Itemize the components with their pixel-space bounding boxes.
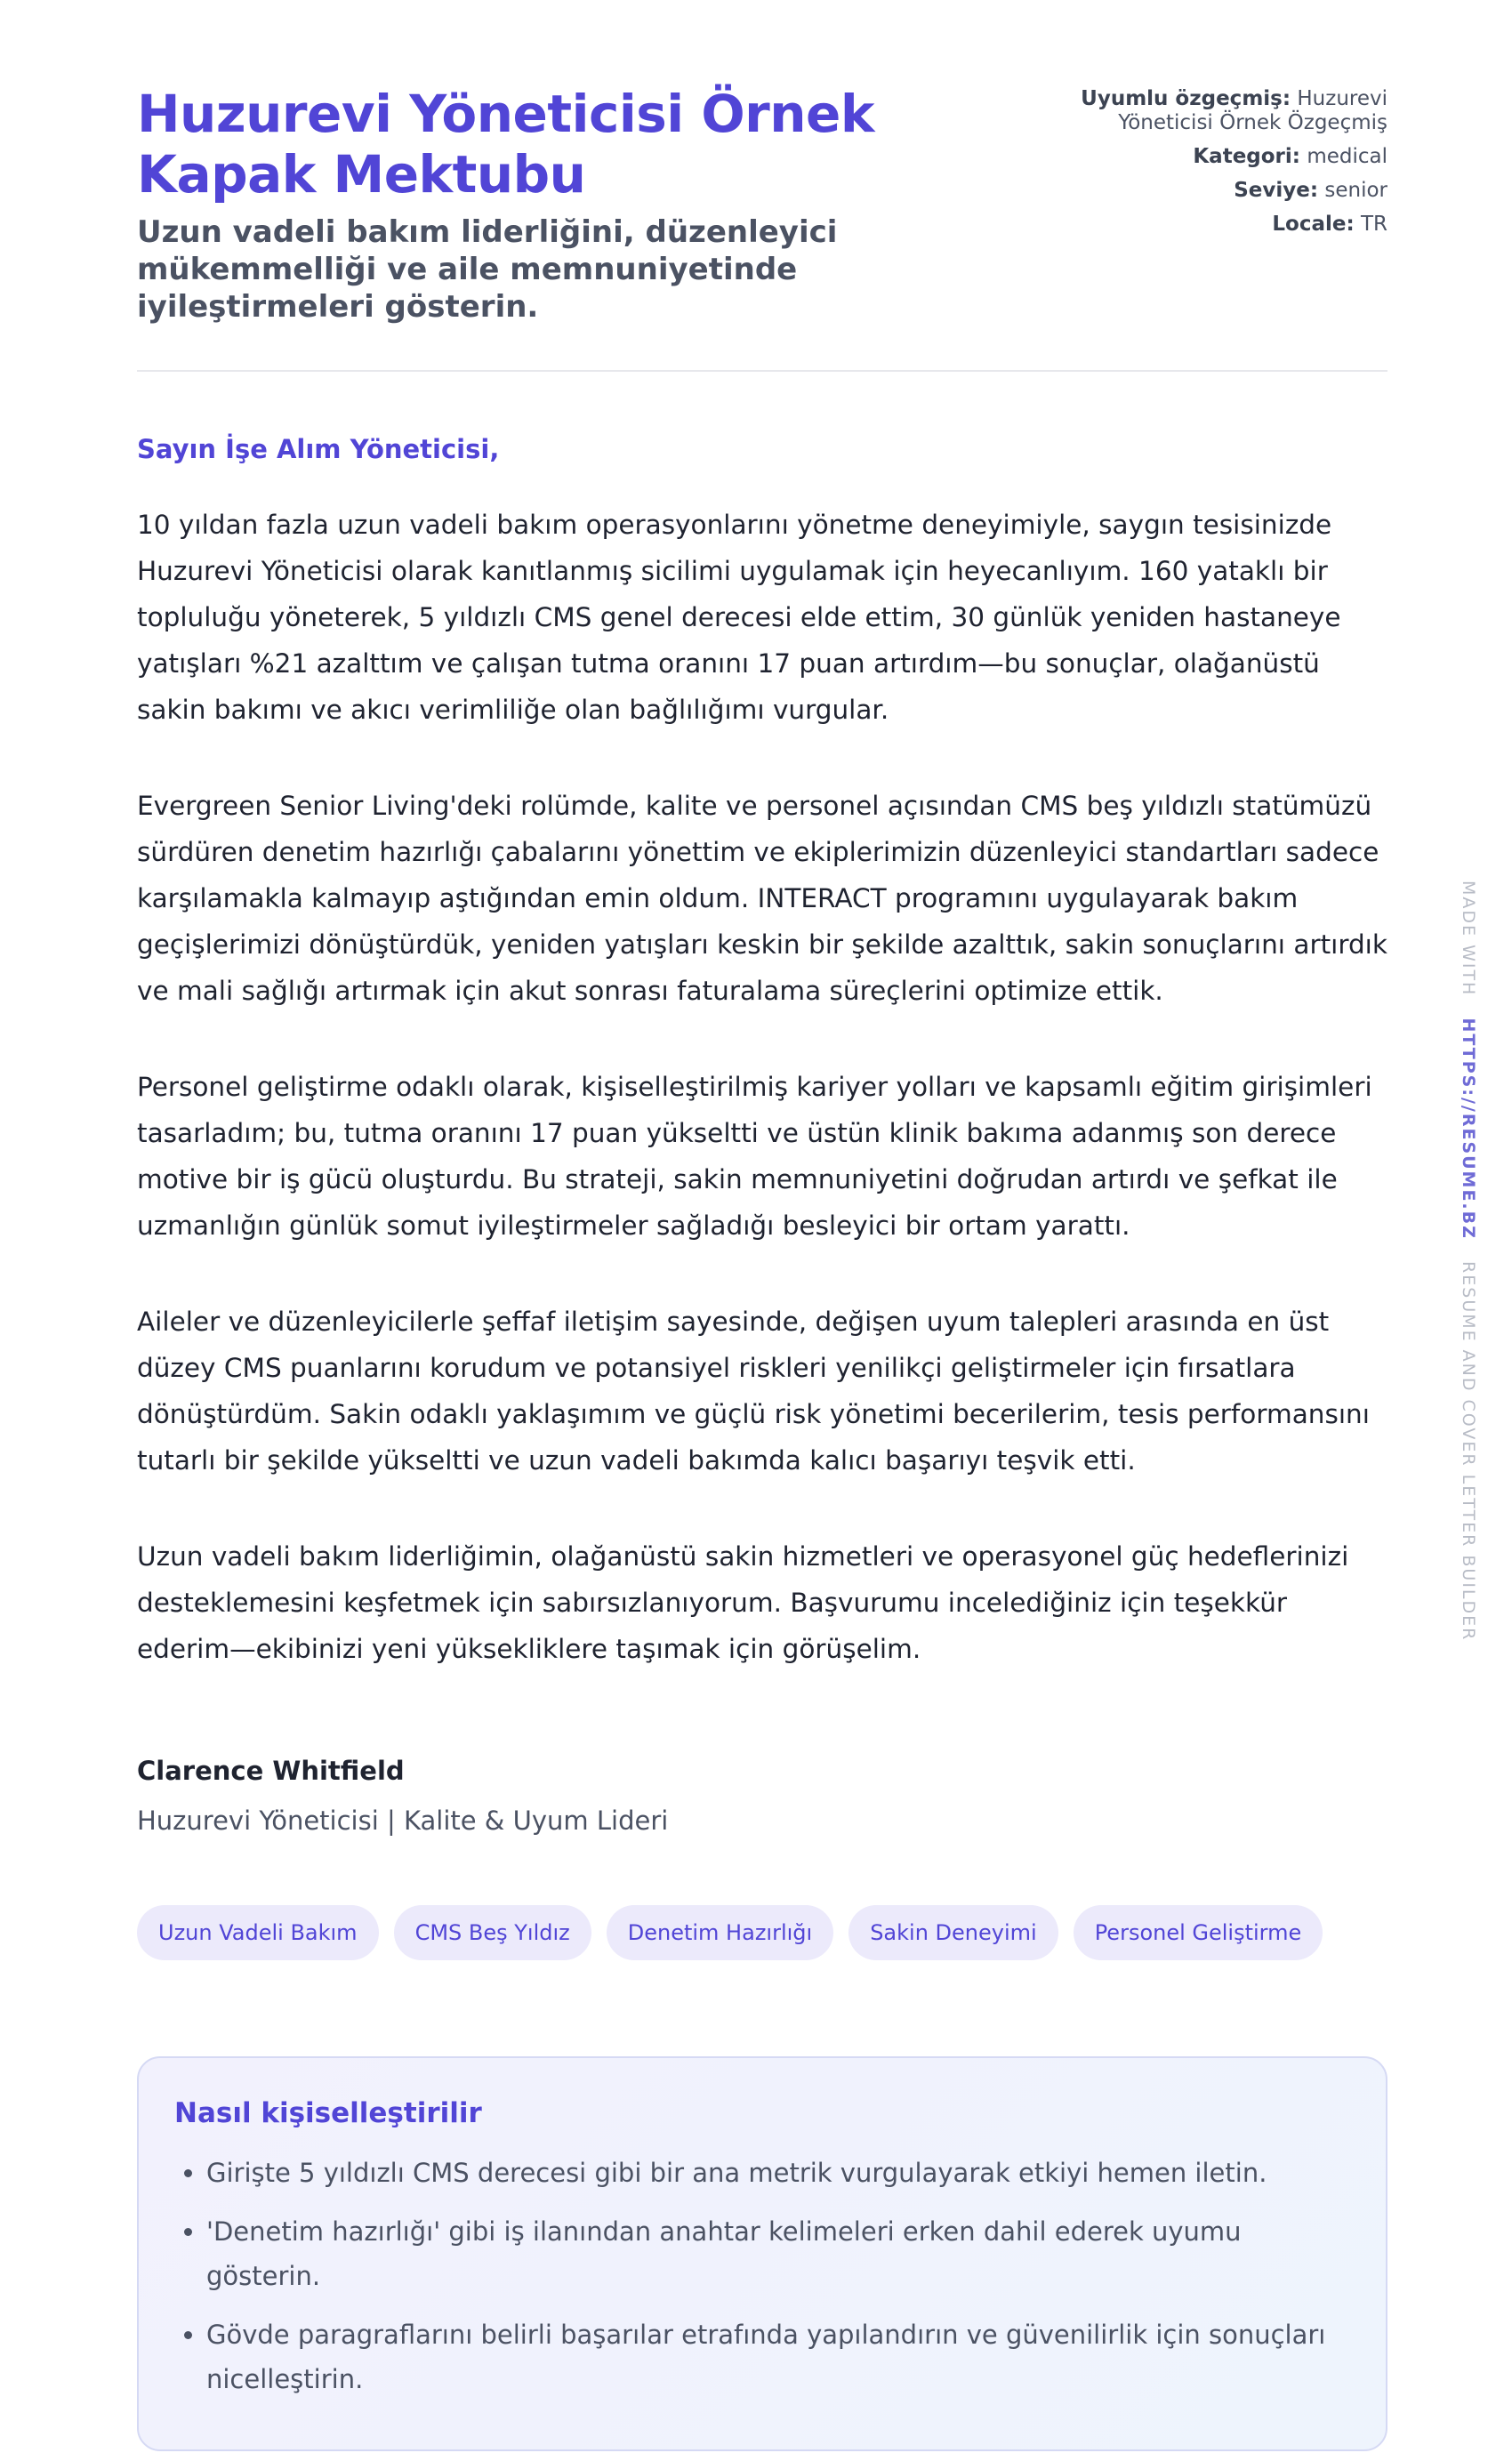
side-tagline: RESUME AND COVER LETTER BUILDER [1459, 1261, 1478, 1642]
tag-chip[interactable]: Denetim Hazırlığı [607, 1905, 833, 1960]
letter-greeting: Sayın İşe Alım Yöneticisi, [137, 434, 500, 464]
title-block [137, 84, 1026, 326]
tip-item: • 'Denetim hazırlığı' gibi iş ilanından anahtar kelimeleri erken dahil ederek uyumu gösterin. [206, 2209, 1350, 2298]
signature-name: Clarence Whitfield [137, 1756, 405, 1786]
meta-level [1032, 179, 1387, 203]
side-made-with: MADE WITH [1459, 881, 1478, 997]
letter-paragraph: Aileler ve düzenleyicilerle şeffaf iletişim sayesinde, değişen uyum talepleri arasında en üst düzey CMS puanlarını korudum ve potansiyel riskleri yenilikçi geliştirmeler için fırsatlara dönüştürdüm. Sakin odaklı yaklaşımım ve güçlü risk yönetimi becerilerim, tesis performansını tutarlı bir şekilde yükseltti ve uzun vadeli bakımda kalıcı başarıyı teşvik etti. [137, 1307, 1370, 1476]
tag-chip[interactable]: CMS Beş Yıldız [394, 1905, 591, 1960]
tip-item: • Gövde paragraflarını belirli başarılar etrafında yapılandırın ve güvenilirlik için sonuçları nicelleştirin. [206, 2312, 1350, 2401]
meta-resume [1032, 87, 1387, 135]
side-watermark [1457, 881, 1478, 1641]
letter-paragraph: Evergreen Senior Living'deki rolümde, kalite ve personel açısından CMS beş yıldızlı statümüzü sürdüren denetim hazırlığı çabalarını yönettim ve ekiplerimizin düzenleyici standartları sadece karşılamakla kalmayıp aştığından emin oldum. INTERACT programını uygulayarak bakım geçişlerimizi dönüştürdük, yeniden yatışları keskin bir şekilde azalttık, sakin sonuçlarını artırdık ve mali sağlığı artırmak için akut sonrası faturalama süreçlerini optimize ettik. [137, 791, 1387, 1006]
meta-category-value: medical [1307, 145, 1387, 168]
letter-paragraph: Personel geliştirme odaklı olarak, kişiselleştirilmiş kariyer yolları ve kapsamlı eğitim girişimleri tasarladım; bu, tutma oranını 17 puan yükseltti ve üstün klinik bakıma adanmış son derece motive bir iş gücü oluşturdu. Bu strateji, sakin memnuniyetini doğrudan artırdı ve şefkat ile uzmanlığın günlük somut iyileştirmeler sağladığı besleyici bir ortam yarattı. [137, 1072, 1372, 1241]
letter-paragraph: Uzun vadeli bakım liderliğimin, olağanüstü sakin hizmetleri ve operasyonel güç hedeflerinizi desteklemesini keşfetmek için sabırsızlanıyorum. Başvurumu incelediğiniz için teşekkür ederim—ekibinizi yeni yüksekliklere taşımak için görüşelim. [137, 1541, 1349, 1664]
keyword-tags [137, 1905, 1387, 1960]
page-title: Huzurevi Yöneticisi Örnek Kapak Mektubu [137, 84, 874, 205]
meta-resume-value[interactable]: Huzurevi Yöneticisi Örnek Özgeçmiş [1118, 87, 1387, 134]
side-link[interactable]: HTTPS://RESUME.BZ [1459, 1017, 1478, 1240]
meta-level-value: senior [1324, 179, 1387, 202]
signature-title: Huzurevi Yöneticisi | Kalite & Uyum Lideri [137, 1806, 669, 1836]
tag-chip[interactable]: Personel Geliştirme [1074, 1905, 1323, 1960]
letter-body [137, 502, 1387, 1672]
tips-list [174, 2151, 1350, 2401]
tip-item: • Girişte 5 yıldızlı CMS derecesi gibi bir ana metrik vurgulayarak etkiyi hemen iletin. [206, 2151, 1350, 2195]
header-divider [137, 370, 1387, 372]
meta-resume-key: Uyumlu özgeçmiş: [1081, 87, 1291, 110]
signature-block [137, 1756, 1387, 1836]
meta-locale-key: Locale: [1272, 213, 1355, 236]
meta-locale-value: TR [1360, 213, 1387, 236]
tips-title: Nasıl kişiselleştirilir [174, 2097, 482, 2129]
letter-paragraph: 10 yıldan fazla uzun vadeli bakım operasyonlarını yönetme deneyimiyle, saygın tesisinizde Huzurevi Yöneticisi olarak kanıtlanmış sicilimi uygulamak için heyecanlıyım. 160 yataklı bir topluluğu yöneterek, 5 yıldızlı CMS genel derecesi elde ettim, 30 günlük yeniden hastaneye yatışları %21 azalttım ve çalışan tutma oranını 17 puan artırdım—bu sonuçlar, olağanüstü sakin bakımı ve akıcı verimliliğe olan bağlılığımı vurgular. [137, 510, 1341, 725]
tag-chip[interactable]: Uzun Vadeli Bakım [137, 1905, 379, 1960]
meta-panel [1032, 84, 1387, 246]
meta-category-key: Kategori: [1193, 145, 1300, 168]
cover-letter-page [137, 84, 1387, 2451]
meta-locale [1032, 213, 1387, 237]
meta-category [1032, 145, 1387, 169]
page-subtitle: Uzun vadeli bakım liderliğini, düzenleyici mükemmelliği ve aile memnuniyetinde iyileştirmeleri gösterin. [137, 214, 838, 325]
tag-chip[interactable]: Sakin Deneyimi [848, 1905, 1058, 1960]
meta-level-key: Seviye: [1234, 179, 1319, 202]
page-header [137, 84, 1387, 326]
customization-tips-box [137, 2056, 1387, 2451]
